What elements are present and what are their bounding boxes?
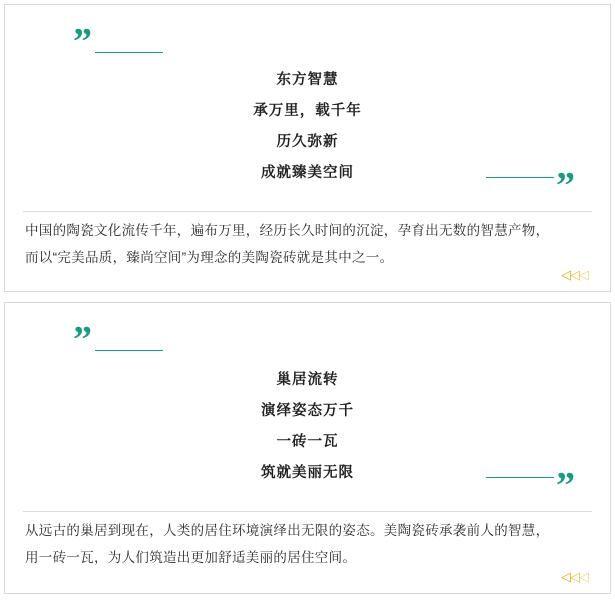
- left-arrow-icon: ◁: [561, 569, 570, 584]
- quote-open-rule: [95, 52, 163, 53]
- left-arrow-icon: ◁: [579, 267, 588, 282]
- body-paragraph-2: [25, 517, 590, 571]
- body-paragraph-1: [25, 217, 590, 271]
- poem-line: 历久弥新: [276, 134, 339, 150]
- quote-mark-close-icon: ”: [556, 165, 576, 207]
- body-line: 中国的陶瓷文化流传千年，遍布万里，经历长久时间的沉淀，孕育出无数的智慧产物，: [25, 223, 550, 238]
- content-card-2: [4, 302, 611, 594]
- poem-line: 成就臻美空间: [261, 165, 354, 181]
- quote-open-decoration-1: [73, 21, 163, 63]
- poem-line: 巢居流转: [276, 372, 339, 388]
- poem-line: 东方智慧: [276, 72, 339, 88]
- quote-close-rule: [486, 177, 554, 178]
- quote-close-decoration-2: [486, 465, 576, 507]
- arrow-indicator-1[interactable]: [561, 268, 588, 281]
- body-line: 从远古的巢居到现在，人类的居住环境演绎出无限的姿态。美陶瓷砖承袭前人的智慧，: [25, 523, 550, 538]
- card-divider-1: [23, 211, 592, 212]
- poem-line: 承万里，载千年: [253, 103, 362, 119]
- quote-open-rule: [95, 350, 163, 351]
- body-line: 而以“完美品质，臻尚空间”为理念的美陶瓷砖就是其中之一。: [25, 250, 394, 265]
- poem-line: 一砖一瓦: [276, 434, 339, 450]
- card-divider-2: [23, 511, 592, 512]
- poem-block-2: [5, 365, 610, 489]
- quote-mark-close-icon: ”: [556, 465, 576, 507]
- left-arrow-icon: ◁: [579, 569, 588, 584]
- left-arrow-icon: ◁: [570, 267, 579, 282]
- content-card-1: [4, 4, 611, 292]
- poem-line: 演绎姿态万千: [261, 403, 354, 419]
- poem-line: 筑就美丽无限: [261, 465, 354, 481]
- arrow-indicator-2[interactable]: [561, 570, 588, 583]
- quote-mark-open-icon: ”: [73, 319, 93, 361]
- body-line: 用一砖一瓦，为人们筑造出更加舒适美丽的居住空间。: [25, 550, 357, 565]
- quote-open-decoration-2: [73, 319, 163, 361]
- quote-close-rule: [486, 477, 554, 478]
- poem-block-1: [5, 65, 610, 189]
- quote-mark-open-icon: ”: [73, 21, 93, 63]
- quote-close-decoration-1: [486, 165, 576, 207]
- left-arrow-icon: ◁: [570, 569, 579, 584]
- left-arrow-icon: ◁: [561, 267, 570, 282]
